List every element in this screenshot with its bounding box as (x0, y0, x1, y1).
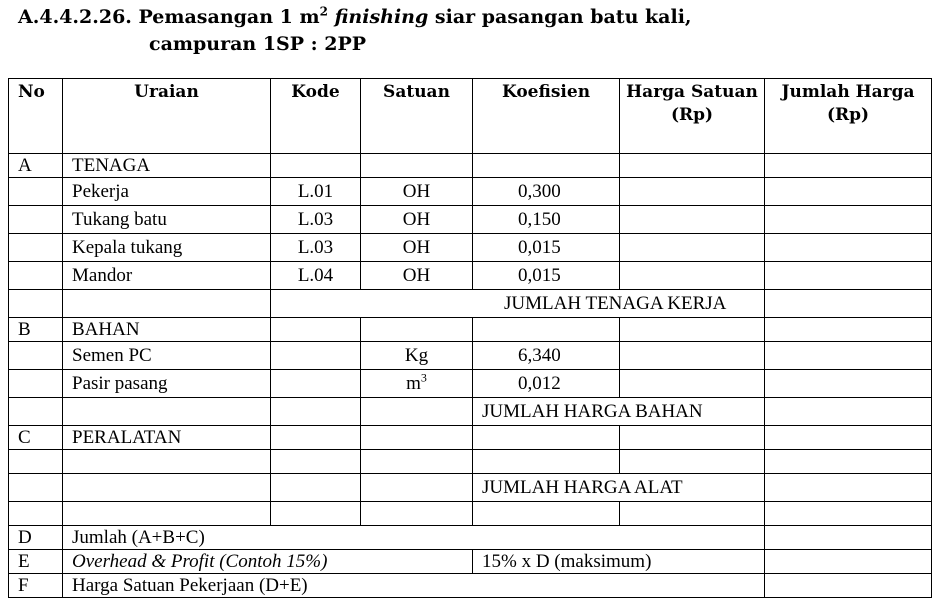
satuan-cell: OH (361, 234, 473, 262)
subtotal-label: JUMLAH HARGA ALAT (473, 474, 765, 502)
koefisien-cell: 0,015 (473, 234, 620, 262)
koefisien-cell: 6,340 (473, 342, 620, 370)
header-harga-satuan: Harga Satuan (Rp) (620, 79, 765, 154)
uraian-cell: Kepala tukang (63, 234, 271, 262)
header-satuan: Satuan (361, 79, 473, 154)
table-row (9, 370, 932, 398)
section-label: Overhead & Profit (Contoh 15%) (63, 550, 473, 574)
section-no: E (9, 550, 63, 574)
section-label: PERALATAN (63, 426, 271, 450)
satuan-cell: Kg (361, 342, 473, 370)
section-label: BAHAN (63, 318, 271, 342)
title-suffix: siar pasangan batu kali, (434, 6, 692, 28)
koefisien-cell: 0,015 (473, 262, 620, 290)
satuan-cell: OH (361, 206, 473, 234)
koefisien-cell: 0,012 (473, 370, 620, 398)
table-row (9, 178, 932, 206)
subtotal-label: JUMLAH TENAGA KERJA (271, 290, 765, 318)
table-row (9, 342, 932, 370)
table-row (9, 502, 932, 526)
section-no: A (9, 154, 63, 178)
satuan-base: m (406, 372, 421, 394)
uraian-cell: Pekerja (63, 178, 271, 206)
table-row (9, 450, 932, 474)
title-prefix: A.4.4.2.26. Pemasangan 1 m (18, 6, 320, 28)
header-kode: Kode (271, 79, 361, 154)
koefisien-cell: 0,150 (473, 206, 620, 234)
section-row-e (9, 550, 932, 574)
title-italic: finishing (334, 6, 429, 28)
section-no: D (9, 526, 63, 550)
table-row (9, 234, 932, 262)
kode-cell: L.01 (271, 178, 361, 206)
satuan-cell (361, 370, 473, 398)
kode-cell: L.03 (271, 206, 361, 234)
kode-cell: L.04 (271, 262, 361, 290)
uraian-cell: Pasir pasang (63, 370, 271, 398)
table-row (9, 206, 932, 234)
title-line-2: campuran 1SP : 2PP (149, 33, 367, 55)
satuan-cell: OH (361, 262, 473, 290)
page-title (18, 4, 692, 58)
table-row (9, 262, 932, 290)
section-label: Jumlah (A+B+C) (63, 526, 765, 550)
uraian-cell: Semen PC (63, 342, 271, 370)
header-jumlah-harga: Jumlah Harga (Rp) (765, 79, 932, 154)
section-no: B (9, 318, 63, 342)
section-row-c (9, 426, 932, 450)
section-row-b (9, 318, 932, 342)
header-uraian: Uraian (63, 79, 271, 154)
subtotal-row-alat (9, 474, 932, 502)
section-label: Harga Satuan Pekerjaan (D+E) (63, 574, 765, 598)
section-row-d (9, 526, 932, 550)
section-no: F (9, 574, 63, 598)
satuan-cell: OH (361, 178, 473, 206)
subtotal-row-tenaga (9, 290, 932, 318)
section-row-f (9, 574, 932, 598)
title-superscript: 2 (319, 4, 328, 19)
subtotal-row-bahan (9, 398, 932, 426)
section-row-a (9, 154, 932, 178)
uraian-cell: Mandor (63, 262, 271, 290)
section-label: TENAGA (63, 154, 271, 178)
title-line-1 (18, 4, 692, 31)
header-no: No (9, 79, 63, 154)
overhead-formula: 15% x D (maksimum) (473, 550, 765, 574)
section-no: C (9, 426, 63, 450)
header-koefisien: Koefisien (473, 79, 620, 154)
satuan-superscript: 3 (420, 370, 427, 385)
uraian-cell: Tukang batu (63, 206, 271, 234)
header-row (9, 79, 932, 154)
subtotal-label: JUMLAH HARGA BAHAN (473, 398, 765, 426)
cost-analysis-table (8, 78, 932, 598)
kode-cell: L.03 (271, 234, 361, 262)
koefisien-cell: 0,300 (473, 178, 620, 206)
